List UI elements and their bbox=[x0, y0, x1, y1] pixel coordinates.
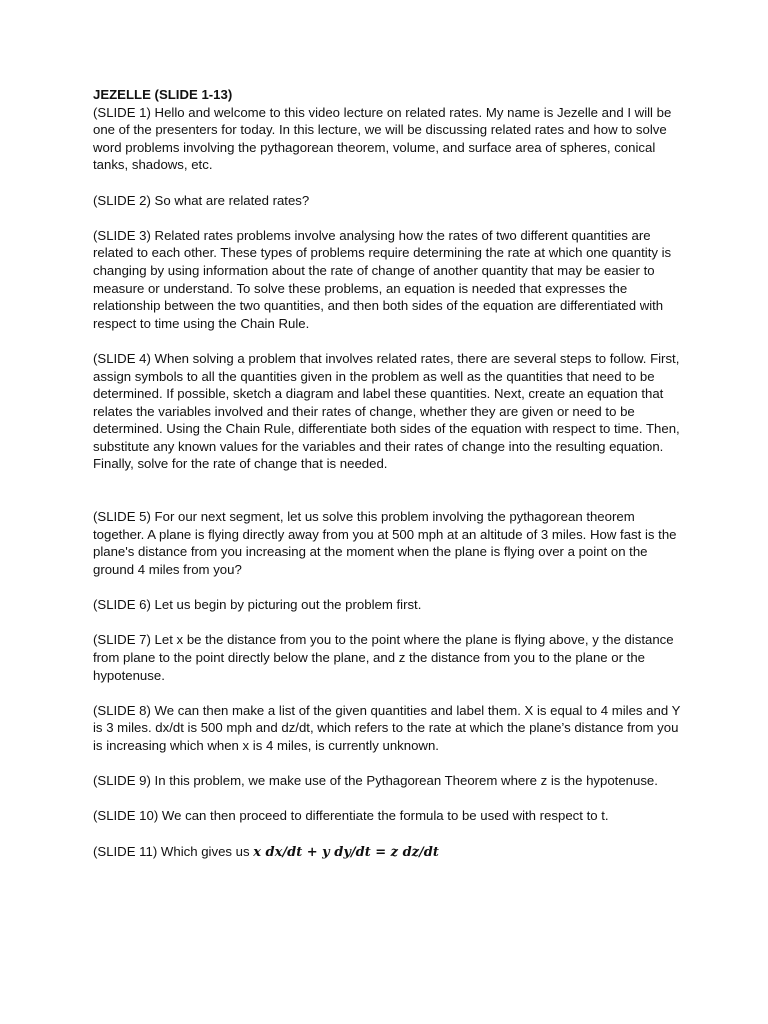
paragraph-slide-10: (SLIDE 10) We can then proceed to differentiate the formula to be used with respect to t. bbox=[93, 808, 609, 824]
paragraph-slide-3: (SLIDE 3) Related rates problems involve analysing how the rates of two different quantities are related to each other. These types of problems require determining the rate at which one quantity is changing by using information about the rate of change of another quantity that may be easier to measure or understand. To solve these problems, an equation is needed that expresses the relationship between the two quantities, and then both sides of the equation are differentiated with respect to time using the Chain Rule. bbox=[93, 227, 672, 331]
paragraph-slide-8: (SLIDE 8) We can then make a list of the given quantities and label them. X is equal to 4 miles and Y is 3 miles. dx/dt is 500 mph and dz/dt, which refers to the rate at which the plane’s distance from you is increasing which when x is 4 miles, is currently unknown. bbox=[93, 702, 681, 753]
slide-11-prefix: (SLIDE 11) Which gives us bbox=[93, 843, 254, 859]
document-title: JEZELLE (SLIDE 1-13) bbox=[93, 87, 233, 102]
paragraph-slide-11 bbox=[93, 843, 681, 862]
paragraph-slide-4: (SLIDE 4) When solving a problem that involves related rates, there are several steps to follow. First, assign symbols to all the quantities given in the problem as well as the quantities that need to be determined. If possible, sketch a diagram and label these quantities. Next, create an equation that relates the variables involved and their rates of change, whether they are given or need to be determined. Using the Chain Rule, differentiate both sides of the equation with respect to time. Then, substitute any known values for the variables and their rates of change into the resulting equation. Finally, solve for the rate of change that is needed. bbox=[93, 350, 680, 472]
document-page bbox=[93, 86, 681, 879]
paragraph-slide-7: (SLIDE 7) Let x be the distance from you to the point where the plane is flying above, y the distance from plane to the point directly below the plane, and z the distance from you to the plane or the hypotenuse. bbox=[93, 632, 674, 683]
paragraph-slide-5: (SLIDE 5) For our next segment, let us solve this problem involving the pythagorean theorem together. A plane is flying directly away from you at 500 mph at an altitude of 3 miles. How fast is the plane's distance from you increasing at the moment when the plane is flying over a point on the ground 4 miles from you? bbox=[93, 509, 677, 578]
paragraph-slide-6: (SLIDE 6) Let us begin by picturing out the problem first. bbox=[93, 597, 422, 613]
derivative-equation: 𝒙 𝒅𝒙/𝒅𝒕 + 𝒚 𝒅𝒚/𝒅𝒕 = 𝒛 𝒅𝒛/𝒅t bbox=[253, 844, 439, 860]
paragraph-slide-9: (SLIDE 9) In this problem, we make use of the Pythagorean Theorem where z is the hypotenuse. bbox=[93, 773, 658, 789]
paragraph-slide-2: (SLIDE 2) So what are related rates? bbox=[93, 192, 310, 208]
paragraph-slide-1: (SLIDE 1) Hello and welcome to this video lecture on related rates. My name is Jezelle and I will be one of the presenters for today. In this lecture, we will be discussing related rates and how to solve word problems involving the pythagorean theorem, volume, and surface area of spheres, conical tanks, shadows, etc. bbox=[93, 104, 672, 173]
